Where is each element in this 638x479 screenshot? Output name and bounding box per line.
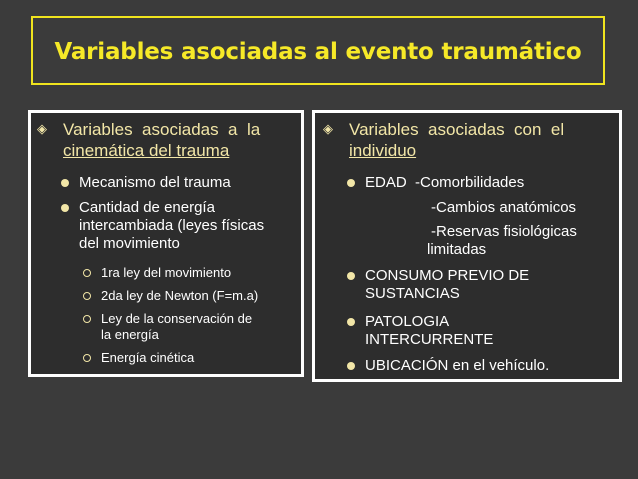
left-heading-line2: cinemática del trauma (63, 141, 230, 160)
right-heading-line2: individuo (349, 141, 417, 160)
left-subitem-3 (83, 311, 298, 343)
right-heading-line1: Variables asociadas con el (349, 120, 565, 139)
left-item-1-text: Mecanismo del trauma (79, 174, 231, 191)
dot-bullet-icon (61, 204, 69, 212)
bullet-icon: ◈ (323, 121, 333, 136)
left-subitem-1 (83, 265, 298, 281)
left-item-2-line1: Cantidad de energía (79, 199, 215, 216)
left-item-2-line2: intercambiada (leyes físicas (79, 217, 265, 234)
left-subitem-2 (83, 288, 298, 304)
edad-cont-3: limitadas (427, 241, 487, 258)
slide-title: Variables asociadas al evento traumático (54, 38, 582, 65)
right-item-patologia-line2: INTERCURRENTE (365, 331, 494, 348)
right-item-patologia-line1: PATOLOGIA (365, 313, 450, 330)
left-item-2-line3: del movimiento (79, 235, 180, 252)
dot-bullet-icon (347, 272, 355, 280)
right-item-patologia (347, 313, 617, 349)
circle-bullet-icon (83, 315, 91, 323)
dot-bullet-icon (347, 318, 355, 326)
right-item-consumo-line1: CONSUMO PREVIO DE (365, 267, 530, 284)
circle-bullet-icon (83, 292, 91, 300)
left-subitem-3-line2: la energía (101, 327, 159, 342)
edad-cont-2: -Reservas fisiológicas (431, 223, 577, 240)
left-item-1 (61, 174, 301, 192)
bullet-icon: ◈ (37, 121, 47, 136)
left-heading (37, 119, 299, 161)
right-item-consumo (347, 267, 617, 303)
circle-bullet-icon (83, 269, 91, 277)
dot-bullet-icon (347, 362, 355, 370)
right-item-ubicacion (347, 357, 617, 375)
left-item-2 (61, 199, 301, 253)
right-item-edad (347, 174, 617, 192)
edad-cont-1: -Cambios anatómicos (431, 199, 577, 216)
left-heading-line1: Variables asociadas a la (63, 120, 261, 139)
right-item-ubicacion-text: UBICACIÓN en el vehículo. (365, 357, 550, 374)
dot-bullet-icon (347, 179, 355, 187)
title-box (31, 16, 605, 85)
circle-bullet-icon (83, 354, 91, 362)
left-subitem-1-text: 1ra ley del movimiento (101, 265, 232, 280)
left-column (28, 110, 304, 377)
dot-bullet-icon (61, 179, 69, 187)
left-subitem-4-text: Energía cinética (101, 350, 195, 365)
right-column (312, 110, 622, 382)
right-item-consumo-line2: SUSTANCIAS (365, 285, 460, 302)
left-subitem-4 (83, 350, 298, 366)
left-subitem-3-line1: Ley de la conservación de (101, 311, 253, 326)
right-item-edad-text: EDAD -Comorbilidades (365, 174, 525, 191)
left-subitem-2-text: 2da ley de Newton (F=m.a) (101, 288, 259, 303)
right-heading (323, 119, 619, 161)
